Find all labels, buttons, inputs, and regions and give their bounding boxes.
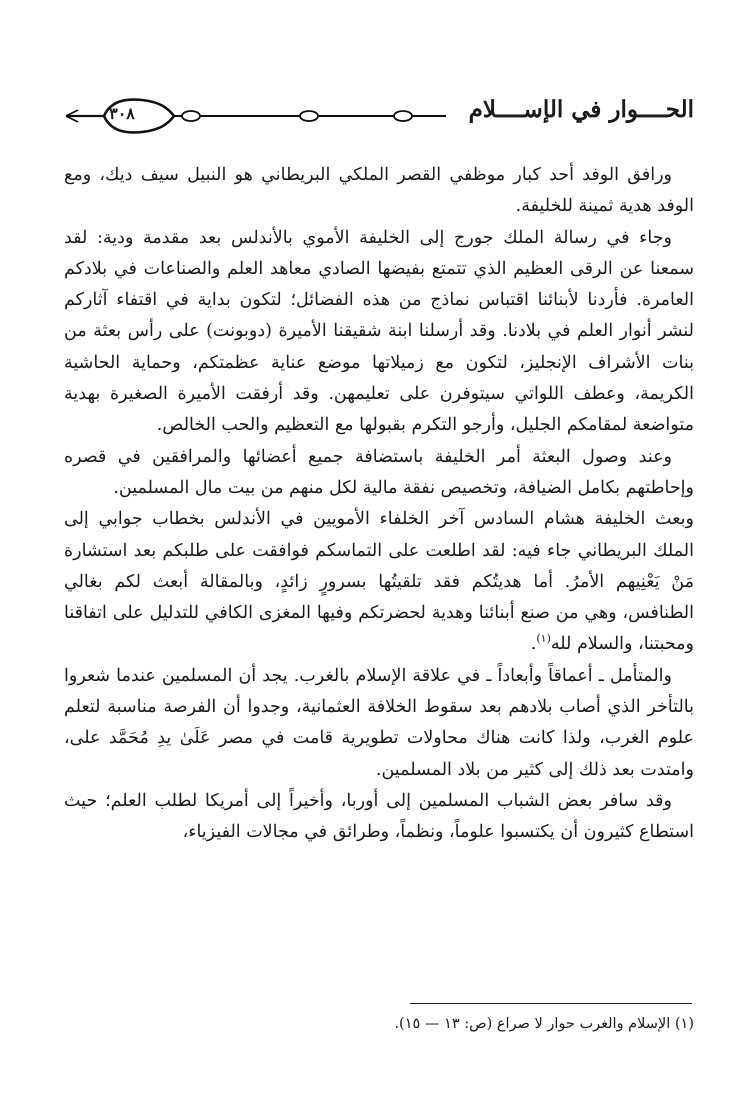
paragraph: والمتأمل ـ أعماقاً وأبعاداً ـ في علاقة الإسلام بالغرب. يجد أن المسلمين عندما شعروا بالتأخر الذي أصاب بلادهم بعد سقوط الخلافة العثمانية، وجدوا أن الفرصة مناسبة لتعلم علوم الغرب، ولذا كانت هناك محاولات تطويرية قامت في مصر عَلَىٰ يدِ مُحَمَّد على، وامتدت بعد ذلك إلى كثير من بلاد المسلمين. bbox=[64, 665, 694, 780]
body-text bbox=[64, 160, 694, 849]
paragraph: ورافق الوفد أحد كبار موظفي القصر الملكي البريطاني هو النبيل سيف ديك، ومع الوفد هدية ثمينة للخليفة. bbox=[64, 165, 694, 217]
paragraph bbox=[64, 504, 694, 660]
paragraph: وجاء في رسالة الملك جورج إلى الخليفة الأموي بالأندلس بعد مقدمة ودية: لقد سمعنا عن الرقى العظيم الذي تتمتع بفيضها الصادي معاهد العلم والصناعات في بلادكم العامرة. فأردنا لأبنائنا اقتباس نماذج من هذه الفضائل؛ لتكون بداية في اقتفاء آثاركم لنشر أنوار العلم في بلادنا. وقد أرسلنا ابنة شقيقنا الأميرة (دوبونت) على رأس بعثة من بنات الأشراف الإنجليز، لتكون مع زميلاتها موضع عناية عظمتكم، وحماية الحاشية الكريمة، وعطف اللواتي سيتوفرن على تعليمهن. وقد أرفقت الأميرة الصغيرة بهدية متواضعة لمقامكم الجليل، وأرجو التكرم بقبولها مع التعظيم والحب الخالص. bbox=[64, 227, 694, 436]
footnote: (١) الإسلام والغرب حوار لا صراع (ص: ١٣ — ١٥). bbox=[394, 1016, 694, 1032]
paragraph-end: . bbox=[530, 634, 537, 655]
paragraph-text: وبعث الخليفة هشام السادس آخر الخلفاء الأمويين في الأندلس بخطاب جوابي إلى الملك البريطاني جاء فيه: لقد اطلعت على التماسكم فوافقت على طلبكم بعد استشارة مَنْ يَعْنِيهم الأمرُ. أما هديتُكم فقد تلقيتُها بسرورٍ زائدٍ، وبالمقالة أبعث لكم بغالي الطنافس، وهي من صنع أبنائنا وهدية لحضرتكم وفيها المغزى الكافي للتدليل على اتفاقنا ومحبتنا، والسلام لله bbox=[64, 509, 694, 655]
header-title: الحــــوار في الإســــلام bbox=[468, 96, 694, 123]
page-number: ٣٠٨ bbox=[109, 104, 135, 123]
footnote-marker[interactable]: (١) bbox=[536, 632, 551, 646]
running-header bbox=[64, 92, 694, 142]
paragraph: وعند وصول البعثة أمر الخليفة باستضافة جميع أعضائها والمرافقين في قصره وإحاطتهم بكامل الضيافة، وتخصيص نفقة مالية لكل منهم من بيت مال المسلمين. bbox=[64, 446, 694, 498]
footnote-separator bbox=[410, 1003, 692, 1004]
paragraph: وقد سافر بعض الشباب المسلمين إلى أوربا، وأخيراً إلى أمريكا لطلب العلم؛ حيث استطاع كثيرون أن يكتسبوا علوماً، ونظماً، وطرائق في مجالات الفيزياء، bbox=[64, 790, 694, 843]
